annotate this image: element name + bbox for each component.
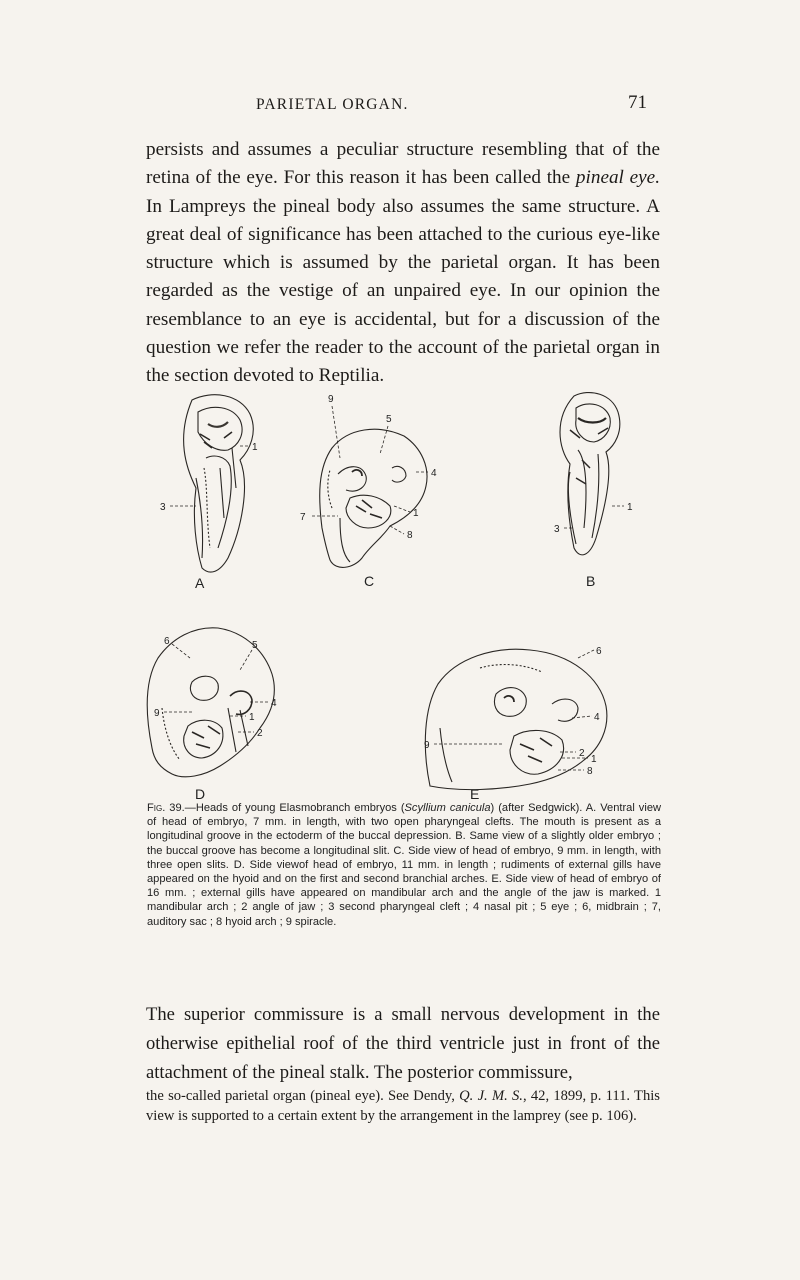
panel-letter-e: E [470, 786, 480, 800]
footnote-text: , 42, 1899, p. 111. This view is supported to a certain extent by the arrangement in the lamprey (see p. 106). [146, 1088, 660, 1125]
label-d-6: 6 [164, 636, 170, 647]
caption-lead: —Heads of young Elasmobranch embryos ( [184, 802, 405, 814]
figure-number: Fig. 39. [147, 802, 185, 814]
label-c-5: 5 [386, 414, 392, 425]
panel-letter-b: B [586, 573, 596, 589]
label-c-8: 8 [407, 530, 413, 541]
italic-term-pineal-eye: pineal eye. [575, 167, 660, 189]
label-a-3: 3 [160, 502, 166, 513]
label-d-1: 1 [249, 712, 255, 723]
panel-a-drawing [184, 395, 254, 572]
label-e-1: 1 [591, 754, 597, 765]
caption-body: ) (after Sedgwick). A. Ventral view of head of embryo, 7 mm. in length, with two open pharyngeal clefts. The mouth is present as a longitudinal groove in the ectoderm of the buccal depression. B. Same view of a slightly older embryo ; the buccal groove has become a longitudinal slit. C. Side view of head of embryo, 9 mm. in length, with three open slits. D. Side viewof head of embryo, 11 mm. in length ; rudiments of external gills have appeared on the hyoid and on the first and second branchial arches. E. Side view of head of embryo of 16 mm. ; external gills have appeared on mandibular arch and the angle of the jaw is marked. 1 mandibular arch ; 2 angle of jaw ; 3 second pharyngeal cleft ; 4 nasal pit ; 5 eye ; 6, midbrain ; 7, auditory sac ; 8 hyoid arch ; 9 spiracle. [147, 802, 661, 928]
label-e-2: 2 [579, 748, 585, 759]
figure-embryo-heads [100, 388, 720, 800]
label-e-4: 4 [594, 712, 600, 723]
label-c-9: 9 [328, 394, 334, 405]
footnote-text: the so-called parietal organ (pineal eye). See Dendy, [146, 1088, 460, 1104]
panel-letter-d: D [195, 786, 206, 800]
panel-c-drawing [320, 429, 427, 567]
footnote [146, 1086, 660, 1126]
paragraph-pineal-eye [146, 136, 660, 391]
label-e-8: 8 [587, 766, 593, 777]
panel-letter-c: C [364, 573, 375, 589]
figure-drawing [100, 388, 720, 800]
label-d-5: 5 [252, 640, 258, 651]
label-b-3: 3 [554, 524, 560, 535]
label-e-9: 9 [424, 740, 430, 751]
label-c-7: 7 [300, 512, 306, 523]
panel-e-drawing [425, 649, 607, 789]
caption-species: Scyllium canicula [404, 802, 491, 814]
figure-caption [147, 801, 661, 929]
label-a-1: 1 [252, 442, 258, 453]
label-d-2: 2 [257, 728, 263, 739]
page-number: 71 [628, 92, 647, 113]
paragraph-text: persists and assumes a peculiar structure resembling that of the retina of the eye. For this reason it has been called the [146, 139, 660, 189]
label-c-4: 4 [431, 468, 437, 479]
panel-b-drawing [560, 393, 620, 555]
paragraph-text: In Lampreys the pineal body also assumes the same structure. A great deal of significance has been attached to the curious eye-like structure which is assumed by the parietal organ. It has been regarded as the vestige of an unpaired eye. In our opinion the resemblance to an eye is accidental, but for a discussion of the question we refer the reader to the account of the parietal organ in the section devoted to Reptilia. [146, 195, 660, 387]
panel-letter-a: A [195, 575, 205, 591]
label-e-6: 6 [596, 646, 602, 657]
label-d-4: 4 [271, 698, 277, 709]
running-title: PARIETAL ORGAN. [256, 96, 409, 113]
label-c-1: 1 [413, 508, 419, 519]
footnote-journal: Q. J. M. S. [459, 1088, 523, 1104]
running-head [0, 92, 800, 122]
paragraph-commissure: The superior commissure is a small nervous development in the otherwise epithelial roof of the third ventricle just in front of the attachment of the pineal stalk. The posterior commissure, [146, 1004, 660, 1083]
label-d-9: 9 [154, 708, 160, 719]
label-b-1: 1 [627, 502, 633, 513]
